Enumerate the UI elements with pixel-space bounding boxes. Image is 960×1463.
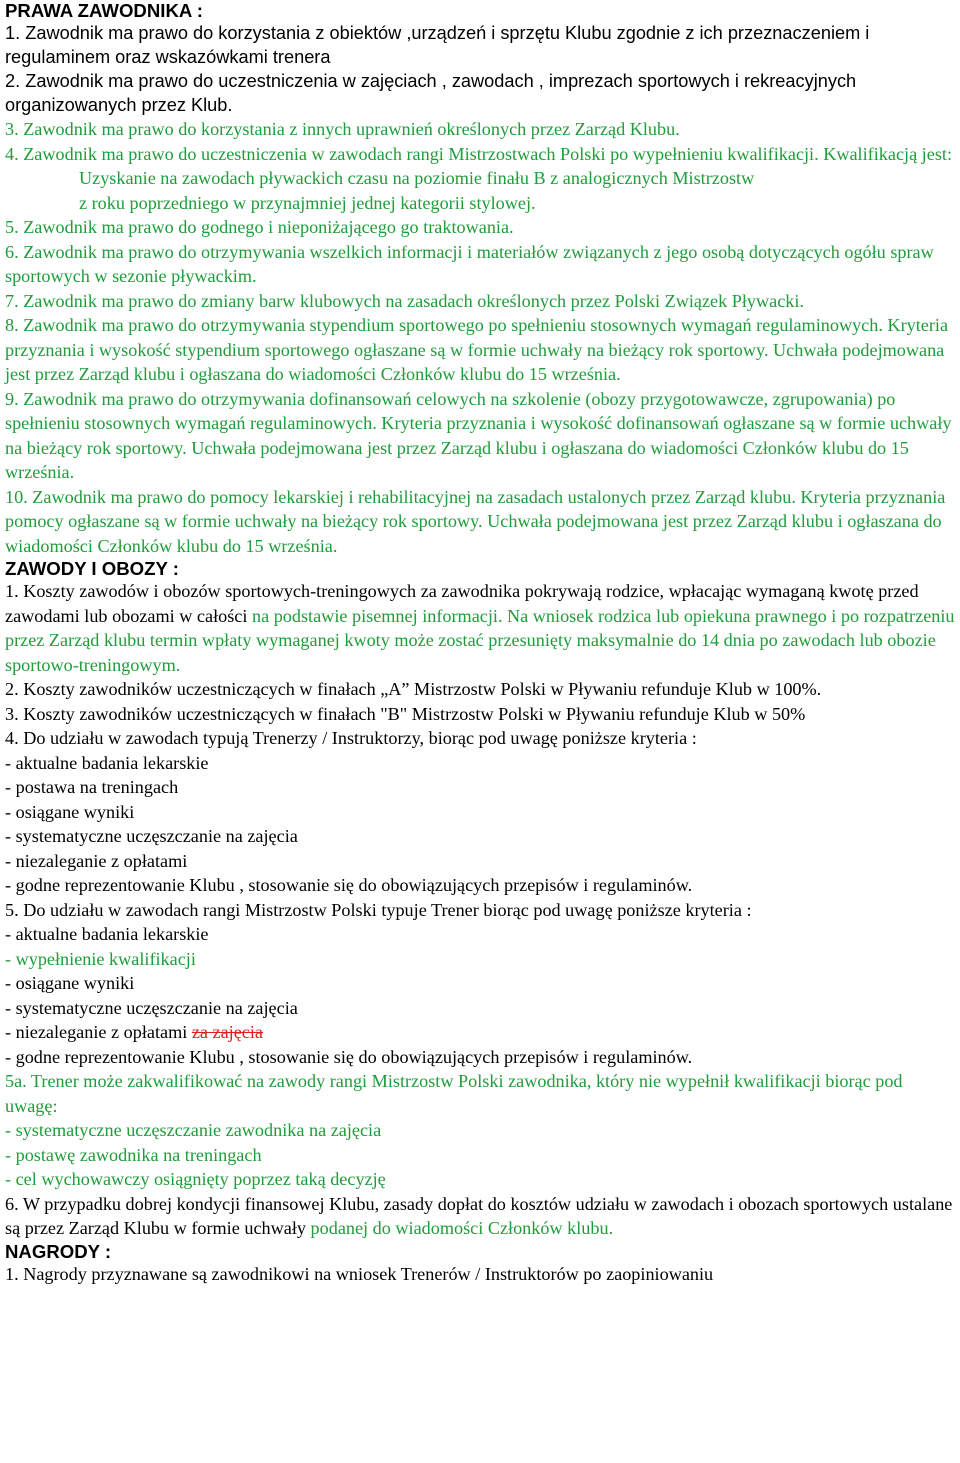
criteria-item: - osiągane wyniki (5, 801, 135, 822)
section-heading-zawody: ZAWODY I OBOZY : (5, 558, 179, 579)
criteria-item (5, 1020, 955, 1045)
zawody-1 (5, 579, 955, 677)
section-heading-nagrody: NAGRODY : (5, 1240, 112, 1262)
zawody-4: 4. Do udziału w zawodach typują Trenerzy / Instruktorzy, biorąc pod uwagę poniższe kryteria : (5, 728, 697, 748)
paragraph-7: 7. Zawodnik ma prawo do zmiany barw klubowych na zasadach określonych przez Polski Związek Pływacki. (5, 290, 804, 311)
struck-text: za zajęcia (191, 1022, 264, 1042)
zawody-6-text: 6. W przypadku dobrej kondycji finansowej Klubu, zasady dopłat do kosztów udziału w zawodach i obozach sportowych ustalane są przez Zarząd Klubu w formie uchwały (5, 1193, 953, 1238)
paragraph-6: 6. Zawodnik ma prawo do otrzymywania wszelkich informacji i materiałów związanych z jego osobą dotyczących ogółu spraw sportowych w sezonie pływackim. (5, 241, 934, 286)
zawody-3: 3. Koszty zawodników uczestniczących w finałach "B" Mistrzostw Polski w Pływaniu refunduje Klub w 50% (5, 703, 806, 724)
paragraph-2: 2. Zawodnik ma prawo do uczestniczenia w zajęciach , zawodach , imprezach sportowych i rekreacyjnych organizowanych przez Klub. (5, 71, 857, 115)
criteria-item: - systematyczne uczęszczanie zawodnika na zajęcia (5, 1120, 382, 1140)
paragraph-3: 3. Zawodnik ma prawo do korzystania z innych uprawnień określonych przez Zarząd Klubu. (5, 119, 680, 139)
criteria-item: - postawa na treningach (5, 777, 179, 797)
paragraph-10: 10. Zawodnik ma prawo do pomocy lekarskiej i rehabilitacyjnej na zasadach ustalonych przez Zarząd klubu. Kryteria przyznania pomocy ogłaszane są w formie uchwały na bieżący rok sportowy. Uchwała podejmowana jest przez Zarząd klubu i ogłaszana do wiadomości Członków klubu do 15 września. (5, 486, 946, 556)
paragraph-4 (5, 142, 955, 167)
paragraph-5: 5. Zawodnik ma prawo do godnego i nieponiżającego go traktowania. (5, 217, 514, 237)
criteria-item: - niezaleganie z opłatami (5, 850, 188, 871)
qualification-line-1: Uzyskanie na zawodach pływackich czasu na poziomie finału B z analogicznych Mistrzostw (79, 168, 755, 188)
criteria-item: - aktualne badania lekarskie (5, 924, 209, 944)
paragraph-1: 1. Zawodnik ma prawo do korzystania z obiektów ,urządzeń i sprzętu Klubu zgodnie z ich przeznaczeniem i regulaminem oraz wskazówkami trenera (5, 23, 870, 67)
criteria-item-text: - niezaleganie z opłatami (5, 1022, 192, 1042)
zawody-6 (5, 1192, 955, 1241)
qualification-line-2: z roku poprzedniego w przynajmniej jednej kategorii stylowej. (79, 192, 536, 213)
criteria-item: - godne reprezentowanie Klubu , stosowanie się do obowiązujących przepisów i regulaminów. (5, 875, 693, 895)
criteria-item: - godne reprezentowanie Klubu , stosowanie się do obowiązujących przepisów i regulaminów. (5, 1046, 693, 1067)
criteria-item: - aktualne badania lekarskie (5, 752, 209, 773)
criteria-item: - osiągane wyniki (5, 973, 135, 993)
nagrody-1: 1. Nagrody przyznawane są zawodnikowi na wniosek Trenerów / Instruktorów po zaopiniowaniu (5, 1263, 714, 1284)
zawody-1-green: na podstawie pisemnej informacji. Na wniosek rodzica lub opiekuna prawnego i po rozpatrzeniu przez Zarząd klubu termin wpłaty wymaganej kwoty może zostać przesunięty maksymalnie do 14 dnia po zawodach lub obozie sportowo-treningowym. (5, 605, 955, 675)
criteria-item: - postawę zawodnika na treningach (5, 1144, 262, 1165)
paragraph-4-text: 4. Zawodnik ma prawo do uczestniczenia w zawodach rangi Mistrzostwach Polski po wypełnieniu kwalifikacji. (5, 143, 819, 164)
section-heading-prawa: PRAWA ZAWODNIKA : (5, 0, 203, 21)
criteria-item: - systematyczne uczęszczanie na zajęcia (5, 997, 298, 1018)
criteria-item: - systematyczne uczęszczanie na zajęcia (5, 826, 298, 846)
paragraph-8: 8. Zawodnik ma prawo do otrzymywania stypendium sportowego po spełnieniu stosownych wymagań regulaminowych. Kryteria przyznania i wysokość stypendium sportowego ogłaszane są w formie uchwały na bieżący rok sportowy. Uchwała podejmowana jest przez Zarząd klubu i ogłaszana do wiadomości Członków klubu do 15 września. (5, 315, 949, 384)
zawody-5a: 5a. Trener może zakwalifikować na zawody rangi Mistrzostw Polski zawodnika, który nie wypełnił kwalifikacji biorąc pod uwagę: (5, 1071, 903, 1116)
paragraph-9: 9. Zawodnik ma prawo do otrzymywania dofinansowań celowych na szkolenie (obozy przygotowawcze, zgrupowania) po spełnieniu stosownych wymagań regulaminowych. Kryteria przyznania i wysokość dofinansowań ogłaszane są w formie uchwały na bieżący rok sportowy. Uchwała podejmowana jest przez Zarząd klubu i ogłaszana do wiadomości Członków klubu do 15 września. (5, 388, 952, 482)
zawody-6-green: podanej do wiadomości Członków klubu. (310, 1218, 614, 1238)
paragraph-4-qualification: Kwalifikacją jest: (818, 143, 952, 164)
zawody-5: 5. Do udziału w zawodach rangi Mistrzostw Polski typuje Trener biorąc pod uwagę poniższe kryteria : (5, 899, 752, 920)
zawody-2: 2. Koszty zawodników uczestniczących w finałach „A” Mistrzostw Polski w Pływaniu refunduje Klub w 100%. (5, 679, 822, 699)
criteria-item: - wypełnienie kwalifikacji (5, 948, 196, 969)
zawody-1-text: 1. Koszty zawodów i obozów sportowych-treningowych za zawodnika pokrywają rodzice, wpłacając wymaganą kwotę przed zawodami lub obozami w całości (5, 581, 919, 626)
criteria-item: - cel wychowawczy osiągnięty poprzez taką decyzję (5, 1169, 386, 1189)
